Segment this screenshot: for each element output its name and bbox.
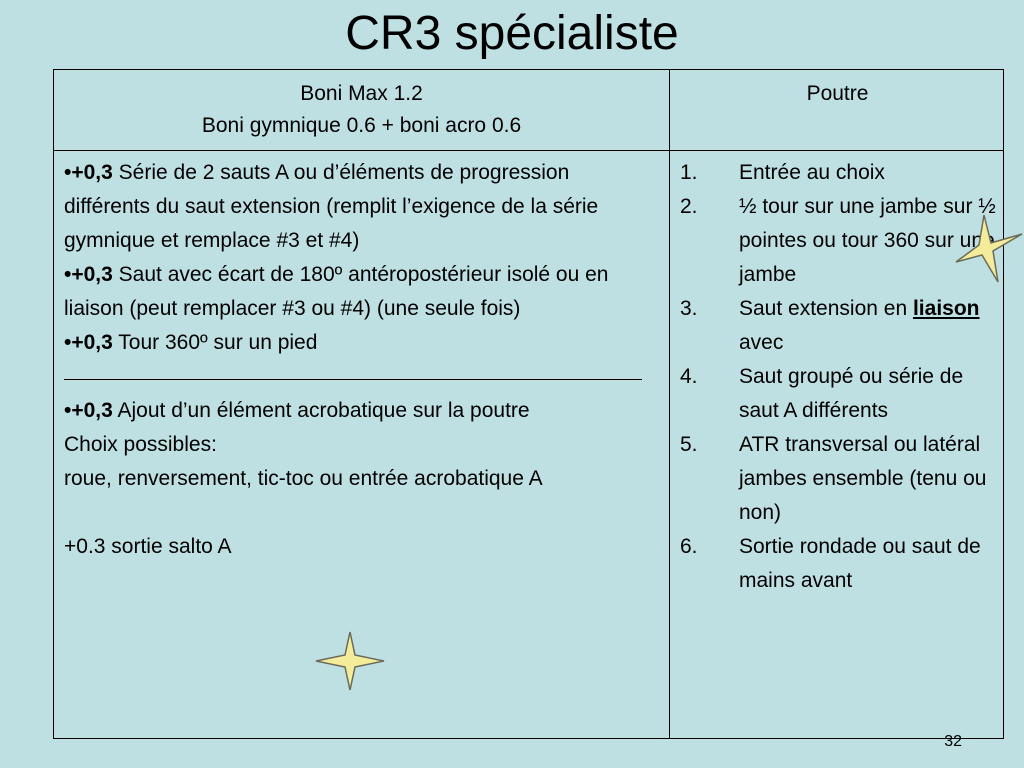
list-item [680, 428, 1002, 530]
bonus-item [64, 394, 654, 428]
column-divider [669, 70, 670, 738]
bonus-amount: +0,3 [71, 263, 113, 286]
bullet: • [64, 331, 72, 354]
slide-number: 32 [944, 733, 962, 750]
star-icon [952, 212, 1024, 284]
item-number: 6. [680, 535, 698, 558]
item-text-before: Saut extension en [739, 297, 913, 320]
header-left-line2: Boni gymnique 0.6 + boni acro 0.6 [201, 114, 522, 137]
bonus-text: Saut avec écart de 180º antéropostérieur isolé ou en liaison (peut remplacer #3 ou #4) (une seule fois) [64, 263, 609, 320]
bonus-list [64, 156, 654, 564]
item-number: 1. [680, 161, 698, 184]
item-text: Entrée au choix [739, 161, 885, 184]
bonus-item [64, 326, 654, 360]
bullet: • [64, 399, 72, 422]
item-text: Saut groupé ou série de saut A différents [739, 365, 964, 422]
liaison-emphasis: liaison [912, 297, 980, 320]
section-separator [64, 379, 642, 380]
bonus-amount: +0,3 [71, 161, 113, 184]
bonus-amount: +0,3 [71, 331, 113, 354]
content-table [53, 69, 1004, 739]
list-item [680, 156, 1002, 190]
bullet: • [64, 263, 72, 286]
bonus-item [64, 156, 654, 258]
bonus-text: Ajout d’un élément acrobatique sur la poutre [112, 399, 530, 422]
bonus-amount: +0,3 [71, 399, 113, 422]
bonus-text: Série de 2 sauts A ou d’éléments de progression différents du saut extension (remplit l’exigence de la série gymnique et remplace #3 et #4) [64, 161, 599, 252]
item-number: 2. [680, 195, 698, 218]
sortie-text: +0.3 sortie salto A [64, 535, 232, 558]
list-item [680, 292, 1002, 360]
item-number: 3. [680, 297, 698, 320]
slide-title: CR3 spécialiste [345, 7, 679, 60]
item-text: ½ tour sur une jambe sur ½ pointes ou tour 360 sur une jambe [739, 195, 996, 286]
item-text: Sortie rondade ou saut de mains avant [739, 535, 981, 592]
choices-text: roue, renversement, tic-toc ou entrée acrobatique A [64, 467, 543, 490]
bonus-item [64, 258, 654, 326]
star-icon [314, 630, 386, 692]
bonus-text: Tour 360º sur un pied [112, 331, 318, 354]
item-text: ATR transversal ou latéral jambes ensemble (tenu ou non) [739, 433, 987, 524]
bullet: • [64, 161, 72, 184]
item-text-after: avec [739, 331, 784, 354]
item-text [739, 292, 1002, 360]
header-left-line1: Boni Max 1.2 [300, 82, 423, 105]
item-number: 4. [680, 365, 698, 388]
header-left [54, 78, 669, 142]
list-item [680, 530, 1002, 598]
choices-label: Choix possibles: [64, 433, 217, 456]
header-divider [54, 150, 1003, 151]
list-item [680, 360, 1002, 428]
item-number: 5. [680, 433, 698, 456]
header-right: Poutre [806, 82, 869, 105]
